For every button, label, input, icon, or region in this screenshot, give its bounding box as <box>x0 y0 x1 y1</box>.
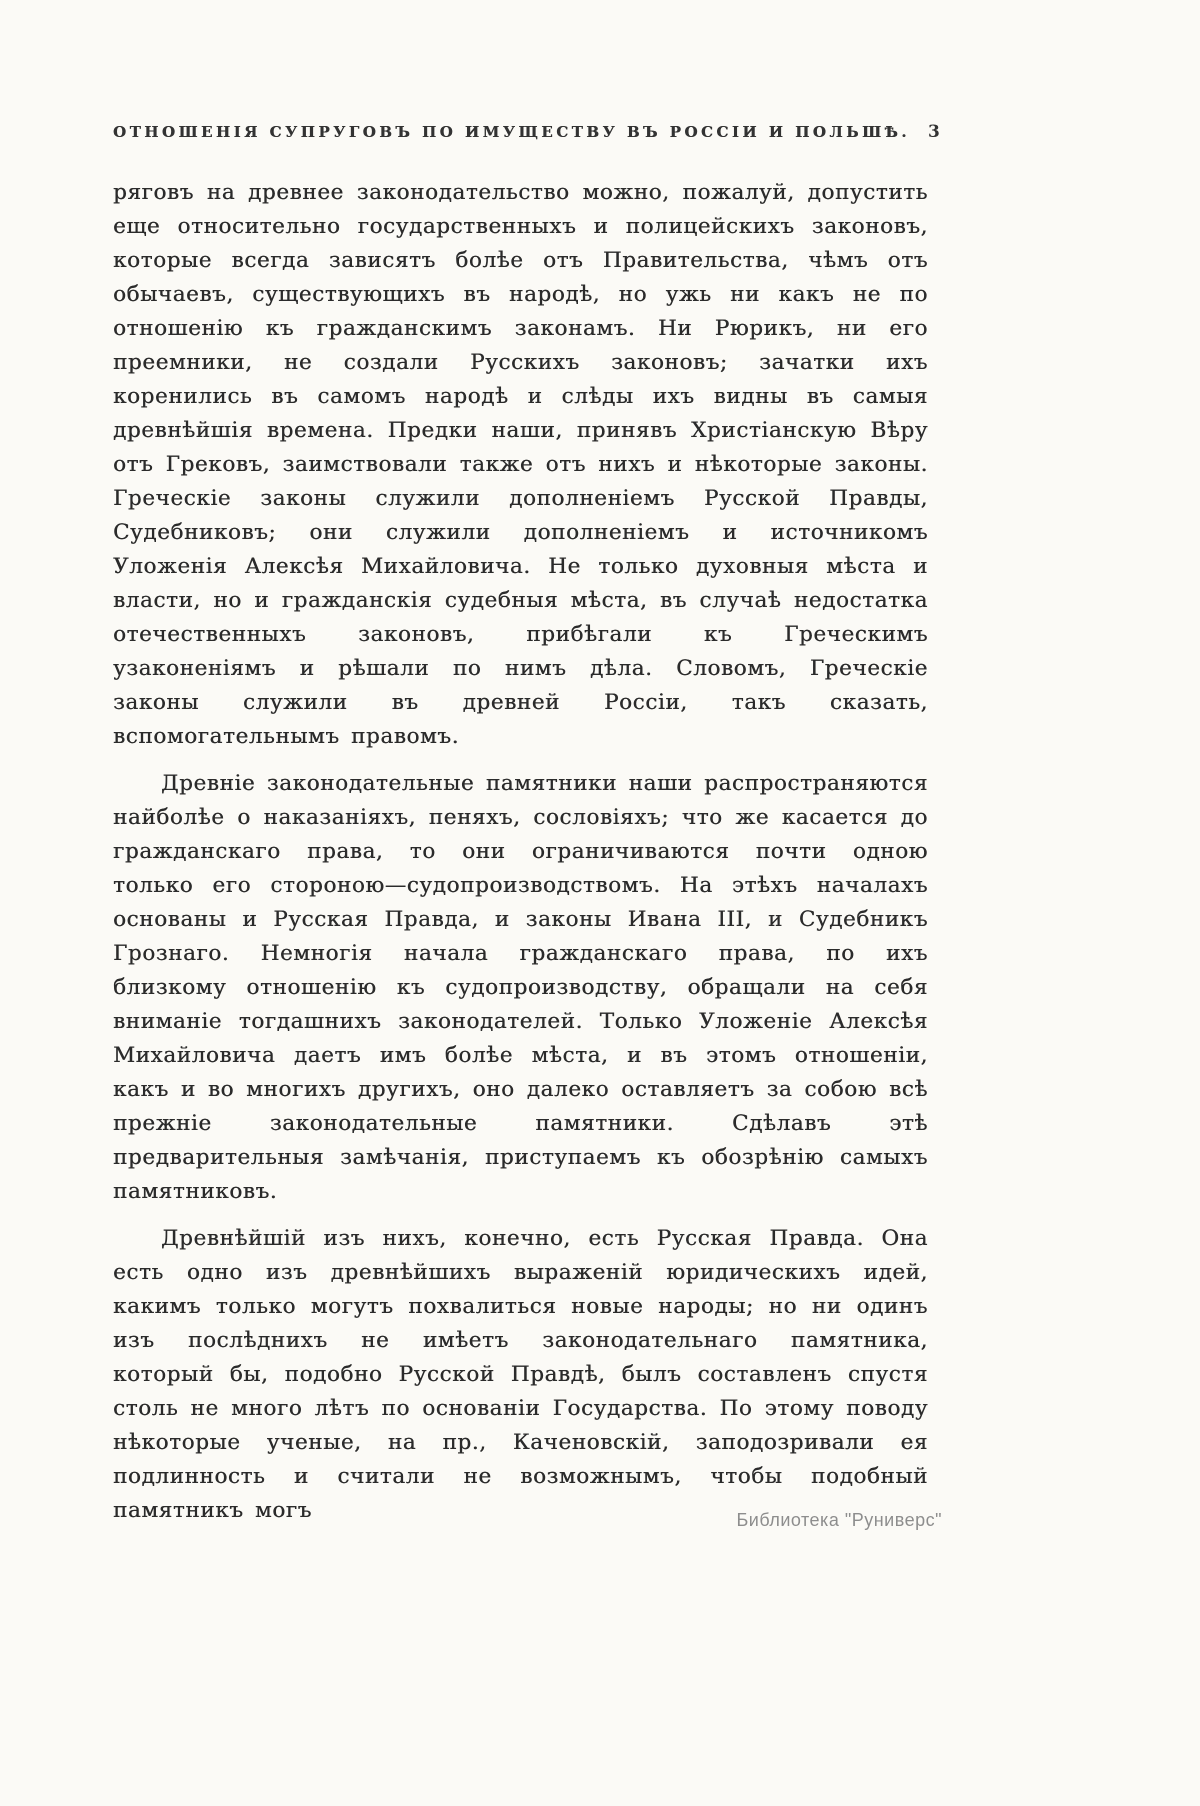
library-watermark: Библиотека "Руниверс" <box>736 1510 942 1530</box>
body-text-block <box>113 176 928 1541</box>
page-number: 3 <box>927 122 940 142</box>
paragraph: Древніе законодательные памятники наши распространяются найболѣе о наказаніяхъ, пеняхъ, сословіяхъ; что же касается до гражданскаго права, то они ограничиваются почти одною только его стороною—судопроизводствомъ. На этѣхъ началахъ основаны и Русская Правда, и законы Ивана III, и Судебникъ Грознаго. Немногія начала гражданскаго права, по ихъ близкому отношенію къ судопроизводству, обращали на себя вниманіе тогдашнихъ законодателей. Только Уложеніе Алексѣя Михайловича даетъ имъ болѣе мѣста, и въ этомъ отношеніи, какъ и во многихъ другихъ, оно далеко оставляетъ за собою всѣ прежніе законодательные памятники. Сдѣлавъ этѣ предварительныя замѣчанія, приступаемъ къ обозрѣнію самыхъ памятниковъ. <box>113 771 928 1204</box>
paragraph-continuation: ряговъ на древнее законодательство можно, пожалуй, допустить еще относительно государственныхъ и полицейскихъ законовъ, которые всегда зависятъ болѣе отъ Правительства, чѣмъ отъ обычаевъ, существующихъ въ народѣ, но ужь ни какъ не по отношенію къ гражданскимъ законамъ. Ни Рюрикъ, ни его преемники, не создали Русскихъ законовъ; зачатки ихъ коренились въ самомъ народѣ и слѣды ихъ видны въ самыя древнѣйшія времена. Предки наши, принявъ Христіанскую Вѣру отъ Грековъ, заимствовали также отъ нихъ и нѣкоторые законы. Греческіе законы служили дополненіемъ Русской Правды, Судебниковъ; они служили дополненіемъ и источникомъ Уложенія Алексѣя Михайловича. Не только духовныя мѣста и власти, но и гражданскія судебныя мѣста, въ случаѣ недостатка отечественныхъ законовъ, прибѣгали къ Греческимъ узаконеніямъ и рѣшали по нимъ дѣла. Словомъ, Греческіе законы служили въ древней Россіи, такъ сказать, вспомогательнымъ правомъ. <box>113 180 928 749</box>
running-header <box>113 122 940 142</box>
paragraph: Древнѣйшій изъ нихъ, конечно, есть Русская Правда. Она есть одно изъ древнѣйшихъ выраженій юридическихъ идей, какимъ только могутъ похвалиться новые народы; но ни одинъ изъ послѣднихъ не имѣетъ законодательнаго памятника, который бы, подобно Русской Правдѣ, былъ составленъ спустя столь не много лѣтъ по основаніи Государства. По этому поводу нѣкоторые ученые, на пр., Каченовскій, заподозривали ея подлинность и считали не возможнымъ, чтобы подобный памятникъ могъ <box>113 1226 928 1523</box>
running-title: ОТНОШЕНІЯ СУПРУГОВЪ ПО ИМУЩЕСТВУ ВЪ РОССІИ И ПОЛЬШѢ. <box>113 123 910 141</box>
